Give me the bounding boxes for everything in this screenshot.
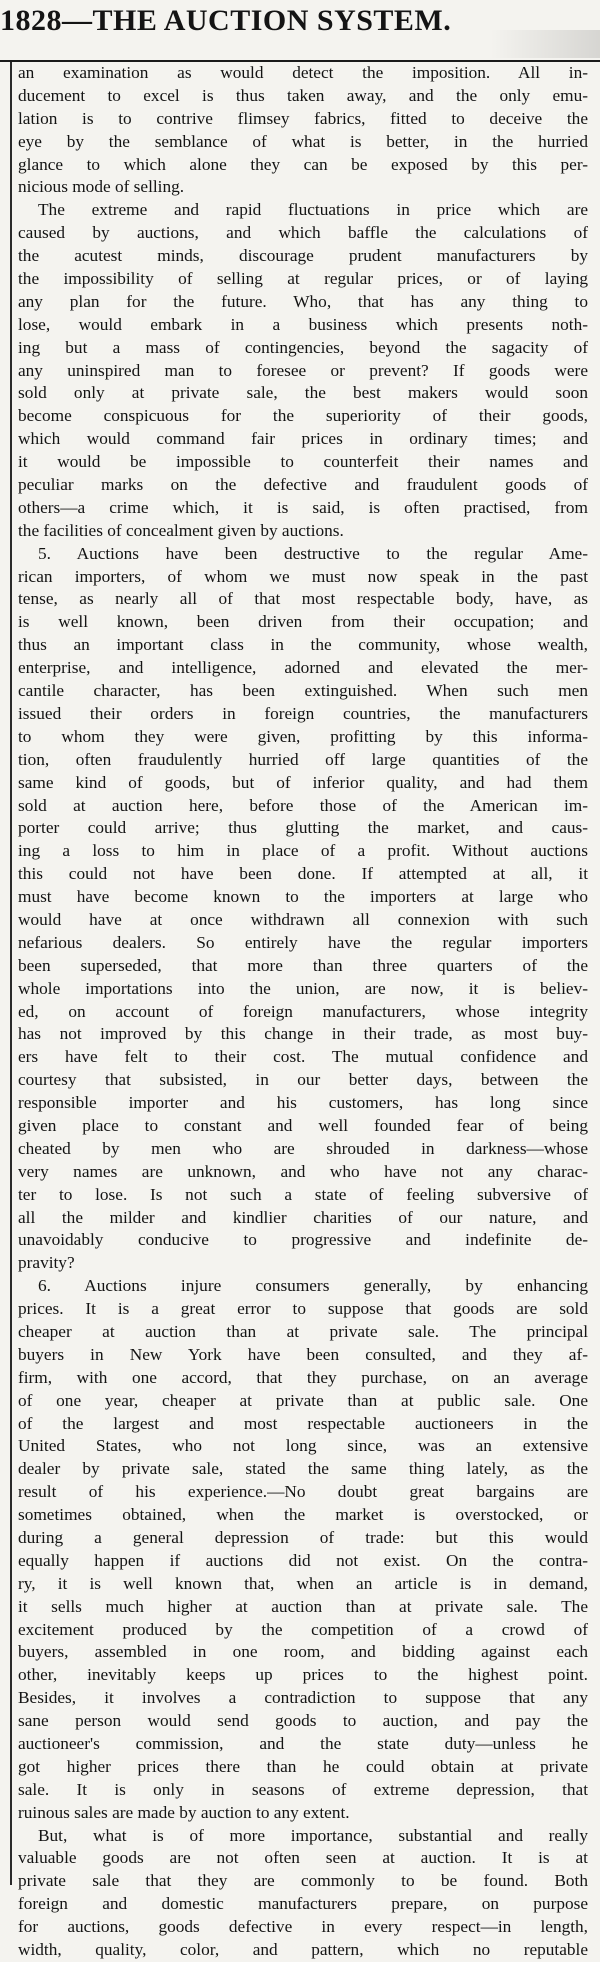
text-line: auctioneer's commission, and the state duty—unless he <box>18 1734 588 1754</box>
text-line: buyers, assembled in one room, and bidding against each <box>18 1642 588 1662</box>
text-line: during a general depression of trade: but this would <box>18 1528 588 1547</box>
text-line: excitement produced by the competition of a crowd of <box>18 1619 588 1639</box>
text-line: responsible importer and his customers, has long since <box>18 1093 588 1113</box>
text-line: whole importations into the union, are now, it is believ- <box>18 978 588 998</box>
page-title: 1828—THE AUCTION SYSTEM. <box>0 4 452 37</box>
text-line: sale. It is only in seasons of extreme depression, that <box>18 1779 588 1799</box>
text-line: ers have felt to their cost. The mutual confidence and <box>18 1047 588 1067</box>
text-line: would have at once withdrawn all connexion with such <box>18 909 588 929</box>
text-line: 5. Auctions have been destructive to the regular Ame- <box>38 543 588 563</box>
text-line: sold only at private sale, the best makers would soon <box>18 383 588 403</box>
text-line: porter could arrive; thus glutting the market, and caus- <box>18 818 588 838</box>
text-line: firm, with one accord, that they purchase, on an average <box>18 1367 588 1387</box>
text-line: it would be impossible to counterfeit their names and <box>18 452 588 472</box>
text-line: rican importers, of whom we must now speak in the past <box>18 566 588 586</box>
text-line: buyers in New York have been consulted, and they af- <box>18 1344 588 1364</box>
text-line: of one year, cheaper at private than at public sale. One <box>18 1390 588 1410</box>
text-line: of the largest and most respectable auctioneers in the <box>18 1413 588 1433</box>
text-line: 6. Auctions injure consumers generally, by enhancing <box>38 1276 588 1296</box>
text-line: this could not have been done. If attempted at all, it <box>18 864 588 884</box>
text-line: dealer by private sale, stated the same thing lately, as the <box>18 1459 588 1479</box>
text-line: enterprise, and intelligence, adorned and elevated the mer- <box>18 658 588 678</box>
text-line: the acutest minds, discourage prudent manufacturers by <box>18 246 588 266</box>
article-column <box>18 62 588 1960</box>
text-line: issued their orders in foreign countries, the manufacturers <box>18 703 588 723</box>
text-line: cheaper at auction than at private sale. The principal <box>18 1321 588 1341</box>
text-line: an examination as would detect the imposition. All in- <box>18 63 588 82</box>
text-line: very names are unknown, and who have not any charac- <box>18 1161 588 1181</box>
text-line: private sale that they are commonly to be found. Both <box>18 1871 588 1891</box>
text-line: others—a crime which, it is said, is often practised, from <box>18 497 588 517</box>
text-line: ter to lose. Is not such a state of feeling subversive of <box>18 1184 588 1204</box>
text-line: prices. It is a great error to suppose that goods are sold <box>18 1299 588 1319</box>
text-line: cheated by men who are shrouded in darkness—whose <box>18 1138 588 1158</box>
text-line: ry, it is well known that, when an article is in demand, <box>18 1573 588 1593</box>
text-line: all the milder and kindlier charities of our nature, and <box>18 1207 588 1227</box>
text-line: it sells much higher at auction than at private sale. The <box>18 1596 588 1616</box>
text-line: Besides, it involves a contradiction to suppose that any <box>18 1688 588 1708</box>
text-line: The extreme and rapid fluctuations in price which are <box>38 200 588 220</box>
text-line: given place to constant and well founded fear of being <box>18 1115 588 1135</box>
text-line: ed, on account of foreign manufacturers, whose integrity <box>18 1001 588 1021</box>
column-rule <box>10 62 12 1885</box>
scan-shadow <box>490 30 600 58</box>
text-line: sane person would send goods to auction, and pay the <box>18 1711 588 1731</box>
text-line: is well known, been driven from their occupation; and <box>18 612 588 632</box>
text-line: tense, as nearly all of that most respectable body, have, as <box>18 589 588 609</box>
text-line: result of his experience.—No doubt great bargains are <box>18 1482 588 1502</box>
text-line: ruinous sales are made by auction to any extent. <box>18 1802 350 1822</box>
text-line: tion, often fraudulently hurried off large quantities of the <box>18 749 588 769</box>
text-line: ing a loss to him in place of a profit. Without auctions <box>18 841 588 861</box>
text-line: caused by auctions, and which baffle the calculations of <box>18 223 588 243</box>
text-line: width, quality, color, and pattern, which no reputable <box>18 1940 588 1960</box>
text-line: been superseded, that more than three quarters of the <box>18 955 588 975</box>
page-header <box>0 0 600 62</box>
text-line: thus an important class in the community, whose wealth, <box>18 635 588 655</box>
text-line: glance to which alone they can be exposed by this per- <box>18 154 588 174</box>
text-line: But, what is of more importance, substantial and really <box>38 1825 588 1845</box>
text-line: ing but a mass of contingencies, beyond the sagacity of <box>18 337 588 357</box>
text-line: pravity? <box>18 1253 75 1273</box>
text-line: United States, who not long since, was an extensive <box>18 1436 588 1456</box>
text-line: valuable goods are not often seen at auction. It is at <box>18 1848 588 1868</box>
text-line: the facilities of concealment given by auctions. <box>18 520 344 540</box>
text-line: unavoidably conducive to progressive and indefinite de- <box>18 1230 588 1250</box>
text-line: for auctions, goods defective in every respect—in length, <box>18 1917 588 1937</box>
text-line: eye by the semblance of what is better, in the hurried <box>18 131 588 151</box>
text-line: got higher prices there than he could obtain at private <box>18 1756 588 1776</box>
text-line: nicious mode of selling. <box>18 177 185 197</box>
text-line: which would command fair prices in ordinary times; and <box>18 429 588 449</box>
text-line: sold at auction here, before those of the American im- <box>18 795 588 815</box>
text-line: any plan for the future. Who, that has any thing to <box>18 291 588 311</box>
text-line: equally happen if auctions did not exist. On the contra- <box>18 1550 588 1570</box>
text-line: lose, would embark in a business which presents noth- <box>18 314 588 334</box>
text-line: become conspicuous for the superiority of their goods, <box>18 406 588 426</box>
text-line: peculiar marks on the defective and fraudulent goods of <box>18 475 588 495</box>
text-line: foreign and domestic manufacturers prepare, on purpose <box>18 1894 588 1914</box>
text-line: nefarious dealers. So entirely have the regular importers <box>18 932 588 952</box>
text-line: the impossibility of selling at regular prices, or of laying <box>18 269 588 289</box>
text-line: has not improved by this change in their trade, as most buy- <box>18 1024 588 1044</box>
text-line: any uninspired man to foresee or prevent? If goods were <box>18 360 588 380</box>
text-line: must have become known to the importers at large who <box>18 887 588 907</box>
text-line: to whom they were given, profitting by this informa- <box>18 726 588 746</box>
text-line: same kind of goods, but of inferior quality, and had them <box>18 772 588 792</box>
text-line: cantile character, has been extinguished. When such men <box>18 681 588 701</box>
text-line: courtesy that subsisted, in our better days, between the <box>18 1070 588 1090</box>
text-line: other, inevitably keeps up prices to the highest point. <box>18 1665 588 1685</box>
text-line: lation is to contrive flimsey fabrics, fitted to deceive the <box>18 108 588 128</box>
text-line: sometimes obtained, when the market is overstocked, or <box>18 1505 588 1525</box>
text-line: ducement to excel is thus taken away, and the only emu- <box>18 85 588 105</box>
